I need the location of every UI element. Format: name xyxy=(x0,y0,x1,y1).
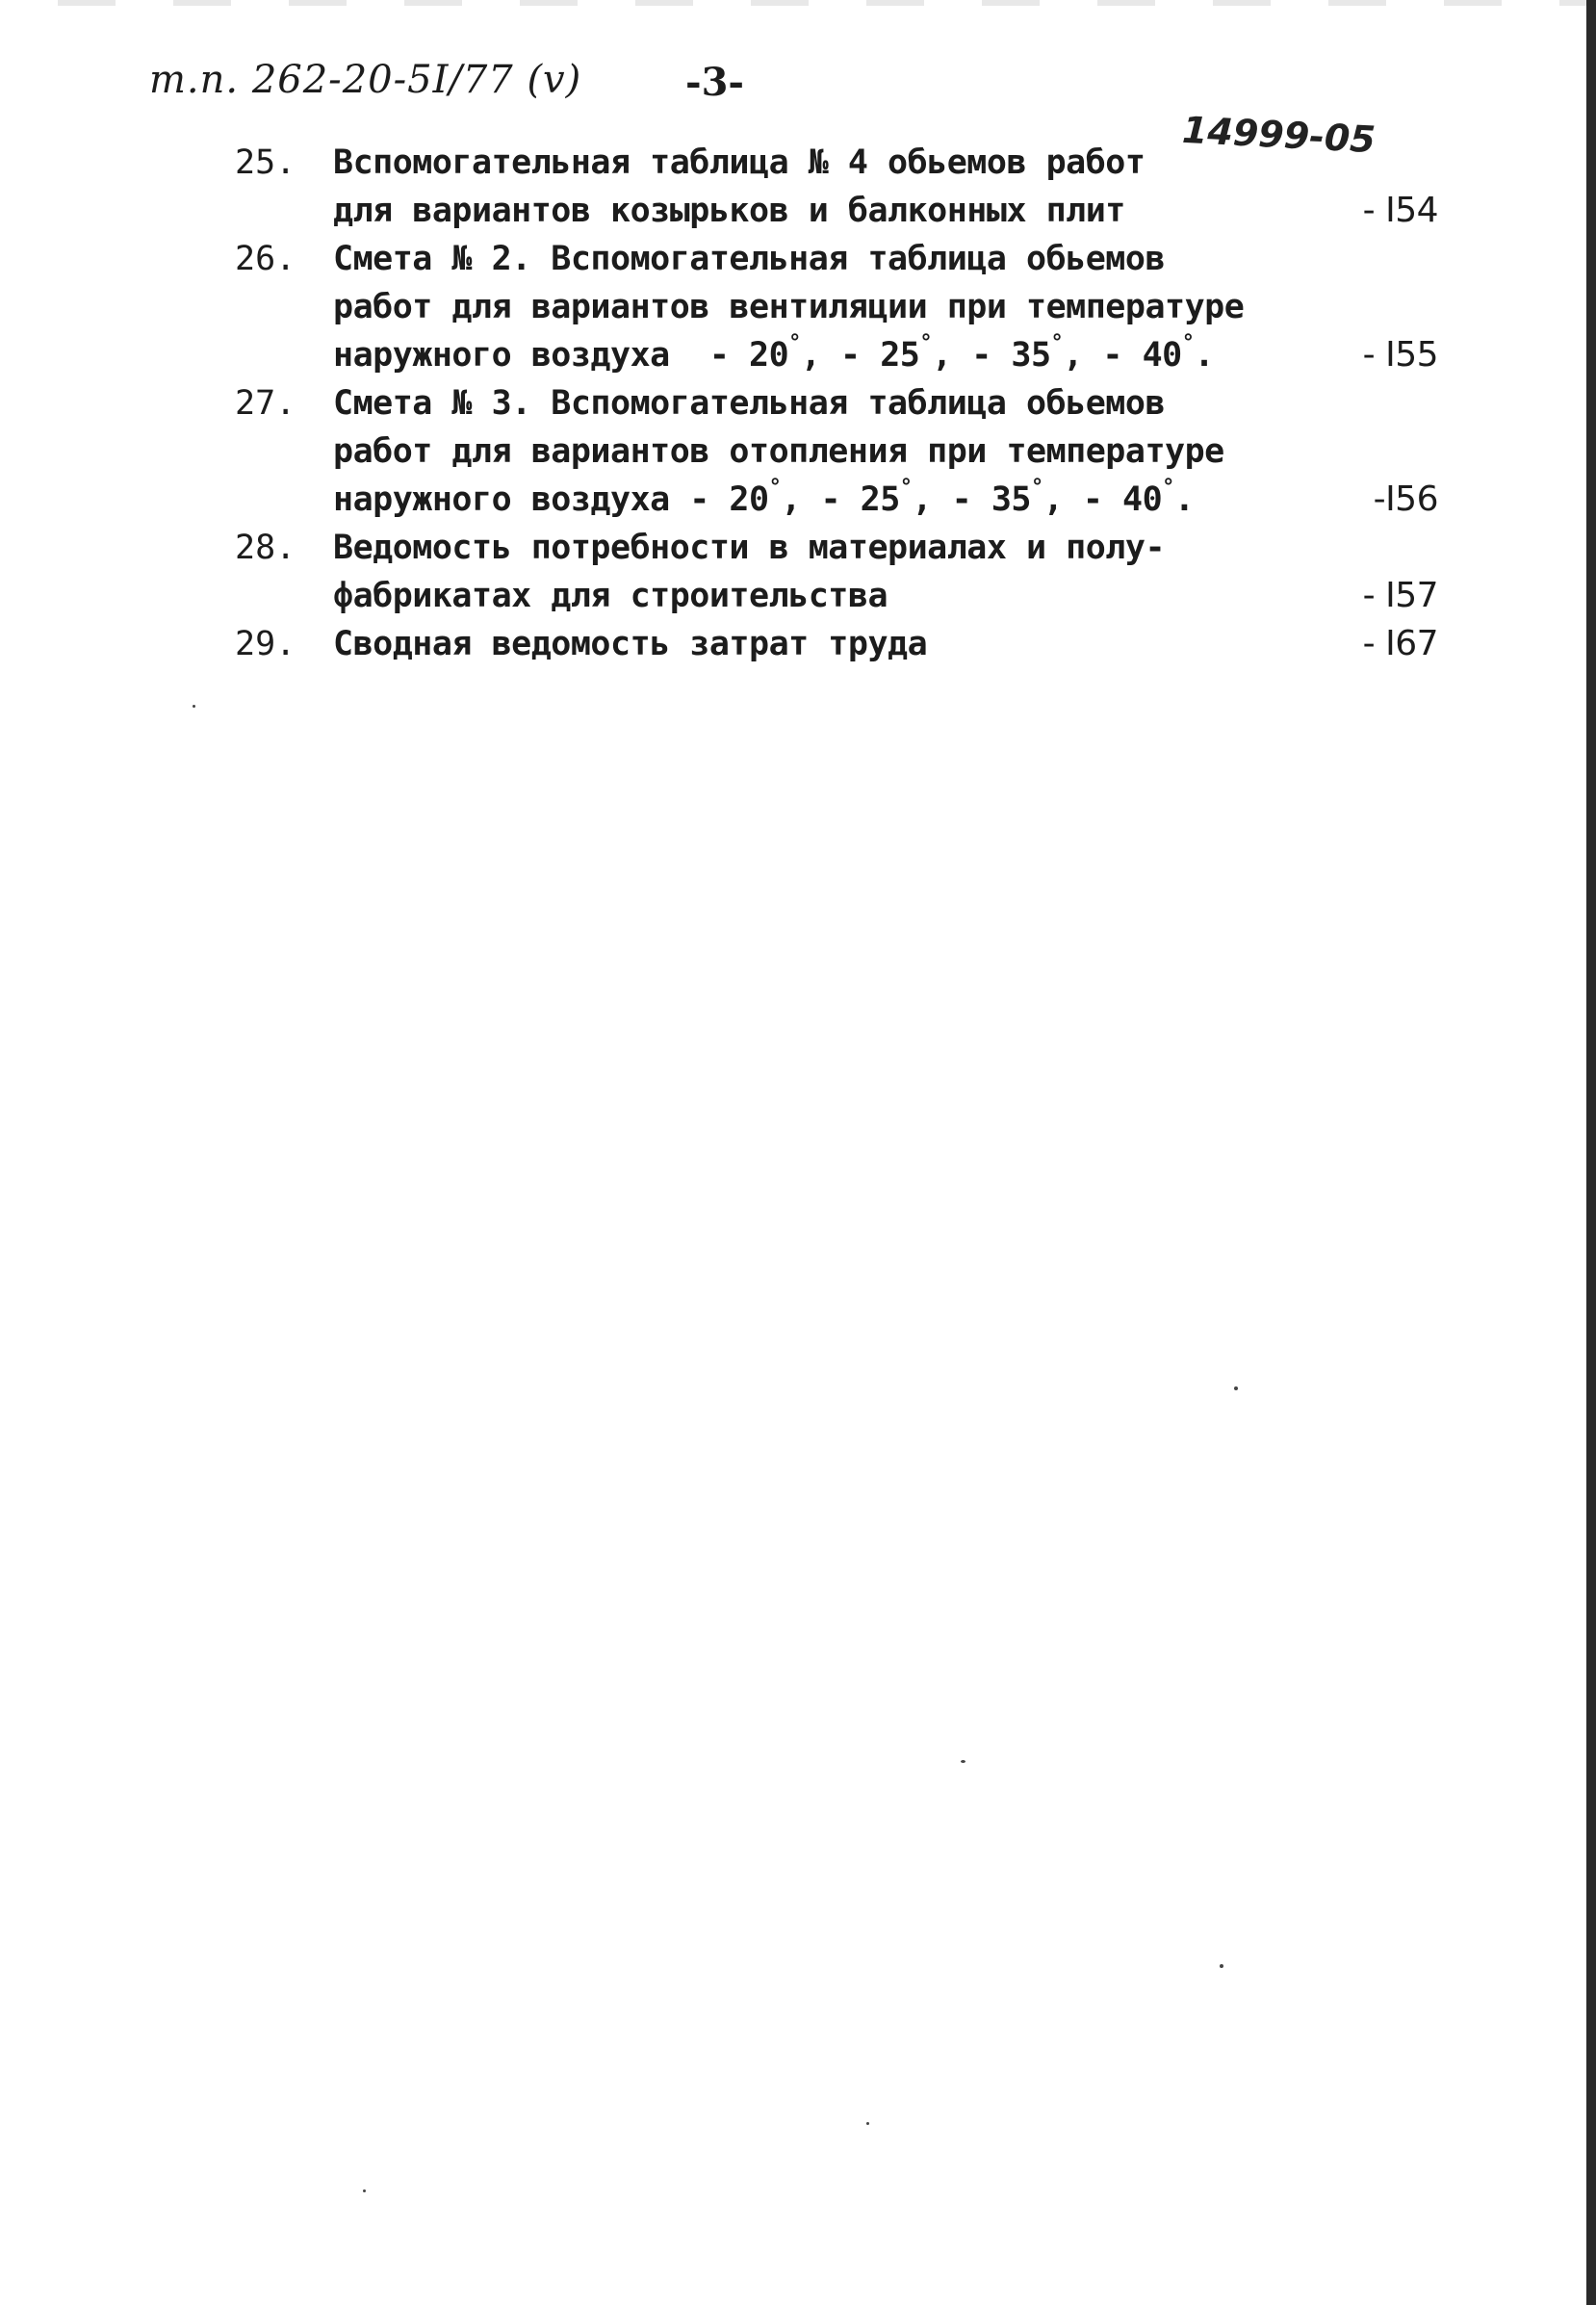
page-number: -3- xyxy=(685,60,745,105)
handwritten-reference: 14999-05 xyxy=(1180,108,1377,162)
scan-speck xyxy=(363,2189,366,2192)
toc-item xyxy=(235,524,1448,620)
toc-item-line xyxy=(333,139,1448,187)
toc-item xyxy=(235,235,1448,379)
toc-page-ref: -I56 xyxy=(1373,479,1438,519)
toc-item-text xyxy=(333,139,1448,235)
table-of-contents xyxy=(235,139,1448,668)
page-top-edge xyxy=(0,0,1596,6)
toc-item xyxy=(235,139,1448,235)
toc-item-number: 26. xyxy=(235,240,296,278)
scan-speck xyxy=(961,1760,965,1763)
toc-item-text xyxy=(333,524,1448,620)
toc-line-text: Сводная ведомость затрат труда xyxy=(333,625,928,663)
scan-border xyxy=(1586,0,1596,2305)
document-code: т.п. 262-20-5I/77 (v) xyxy=(149,58,582,102)
scan-speck xyxy=(1220,1964,1223,1968)
toc-item-number: 29. xyxy=(235,625,296,663)
toc-item-line xyxy=(333,620,1448,668)
toc-page-ref: - I57 xyxy=(1362,576,1438,615)
toc-line-text: Вспомогательная таблица № 4 обьемов работ xyxy=(333,143,1146,182)
toc-line-text: фабрикатах для строительства xyxy=(333,577,888,615)
toc-line-text: для вариантов козырьков и балконных плит xyxy=(333,192,1125,230)
toc-page-ref: - I55 xyxy=(1362,335,1438,375)
toc-line-text: Ведомость потребности в материалах и полу- xyxy=(333,529,1166,567)
toc-item-text xyxy=(333,235,1448,379)
toc-line-text: Смета № 2. Вспомогательная таблица обьемов xyxy=(333,240,1166,278)
toc-item-text xyxy=(333,379,1448,524)
toc-line-text: наружного воздуха - 20°, - 25°, - 35°, - 40°. xyxy=(333,476,1195,519)
toc-item-number: 27. xyxy=(235,384,296,423)
toc-item xyxy=(235,379,1448,524)
toc-line-text: наружного воздуха - 20°, - 25°, - 35°, - 40°. xyxy=(333,331,1215,375)
toc-item-number: 25. xyxy=(235,143,296,182)
toc-page-ref: - I54 xyxy=(1362,191,1438,230)
toc-item-line xyxy=(333,427,1448,476)
toc-line-text: работ для вариантов вентиляции при температуре xyxy=(333,288,1245,326)
toc-page-ref: - I67 xyxy=(1362,624,1438,663)
toc-line-text: Смета № 3. Вспомогательная таблица обьемов xyxy=(333,384,1166,423)
scan-speck xyxy=(1234,1386,1238,1390)
toc-item-line xyxy=(333,187,1448,235)
toc-item-line xyxy=(333,476,1448,524)
toc-item xyxy=(235,620,1448,668)
toc-line-text: работ для вариантов отопления при температуре xyxy=(333,432,1224,471)
toc-item-line xyxy=(333,331,1448,379)
toc-item-line xyxy=(333,524,1448,572)
toc-item-line xyxy=(333,572,1448,620)
toc-item-line xyxy=(333,235,1448,283)
scan-speck xyxy=(866,2122,869,2125)
toc-item-line xyxy=(333,283,1448,331)
toc-item-number: 28. xyxy=(235,529,296,567)
scan-speck xyxy=(193,705,195,708)
toc-item-text xyxy=(333,620,1448,668)
toc-item-line xyxy=(333,379,1448,427)
